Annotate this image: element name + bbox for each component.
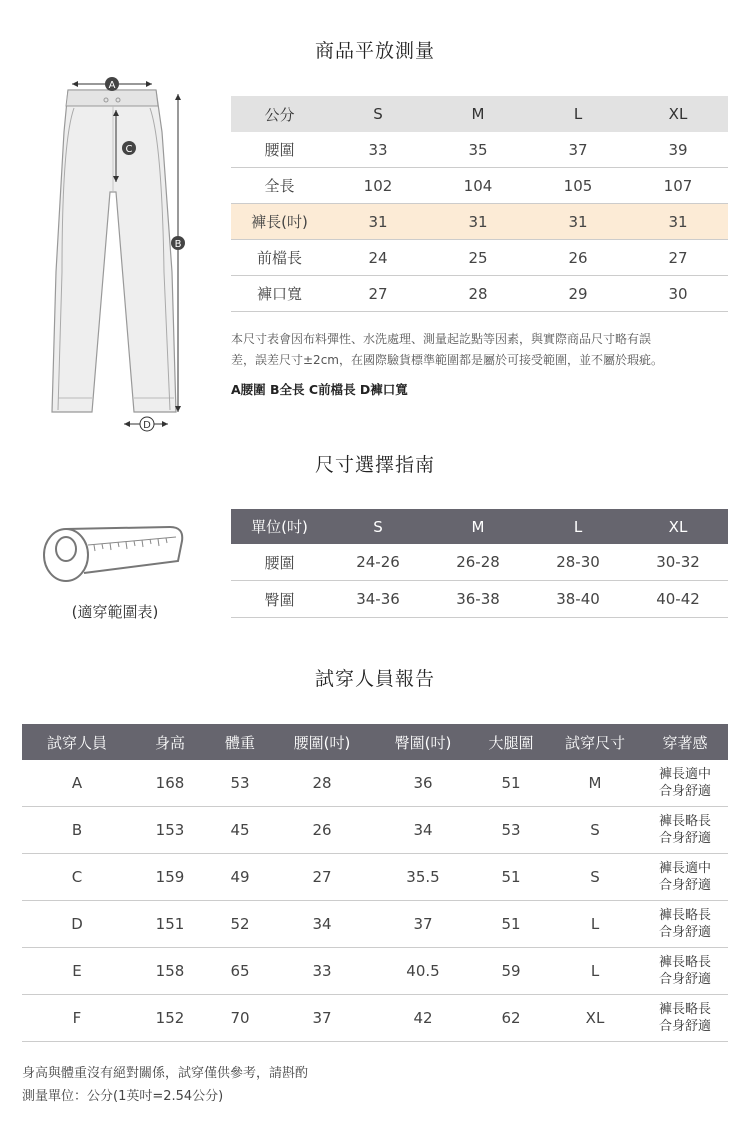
table-cell: 53 <box>208 760 272 807</box>
table-cell: 27 <box>328 276 428 312</box>
table-cell: 34 <box>272 901 372 948</box>
measurement-title: 商品平放測量 <box>314 40 435 62</box>
size-note-line1: 本尺寸表會因布料彈性、水洗處理、測量起訖點等因素，與實際商品尺寸略有誤 <box>231 332 652 346</box>
table-cell: 26-28 <box>428 544 528 581</box>
header-cell: L <box>528 96 628 132</box>
table-cell: XL <box>548 995 642 1042</box>
table-cell: 105 <box>528 168 628 204</box>
table-cell: 65 <box>208 948 272 995</box>
table-cell: 33 <box>272 948 372 995</box>
table-cell: 158 <box>132 948 208 995</box>
table-cell: 31 <box>528 204 628 240</box>
table-cell: C <box>22 854 132 901</box>
table-cell: 159 <box>132 854 208 901</box>
feel-fit: 合身舒適 <box>658 878 711 893</box>
table-row <box>22 760 728 807</box>
feel-length: 褲長適中 <box>658 861 711 876</box>
table-cell: 26 <box>272 807 372 854</box>
table-cell: 24 <box>328 240 428 276</box>
table-cell: 52 <box>208 901 272 948</box>
table-cell: 39 <box>628 132 728 168</box>
table-cell: 51 <box>474 760 548 807</box>
table-cell: 49 <box>208 854 272 901</box>
table-cell: 42 <box>372 995 474 1042</box>
table-cell: 28-30 <box>528 544 628 581</box>
table-cell: 30 <box>628 276 728 312</box>
feel-cell <box>642 995 728 1042</box>
table-cell: 151 <box>132 901 208 948</box>
table-cell: 31 <box>628 204 728 240</box>
table-cell: 168 <box>132 760 208 807</box>
table-cell: 51 <box>474 854 548 901</box>
feel-length: 褲長略長 <box>658 814 711 829</box>
table-row <box>22 948 728 995</box>
table-row-highlighted <box>231 204 728 240</box>
table-cell: 31 <box>328 204 428 240</box>
table-cell: 152 <box>132 995 208 1042</box>
row-label: 全長 <box>231 168 328 204</box>
table-header-row <box>231 96 728 132</box>
row-label: 臀圍 <box>231 581 328 618</box>
label-c: C <box>125 144 133 155</box>
feel-length: 褲長略長 <box>658 908 711 923</box>
header-cell: M <box>428 96 528 132</box>
table-cell: 27 <box>272 854 372 901</box>
table-cell: 35 <box>428 132 528 168</box>
table-cell: 25 <box>428 240 528 276</box>
header-cell: 試穿人員 <box>22 724 132 760</box>
row-label: 腰圍 <box>231 544 328 581</box>
table-cell: 107 <box>628 168 728 204</box>
row-label: 腰圍 <box>231 132 328 168</box>
table-cell: 102 <box>328 168 428 204</box>
row-label: 褲長(吋) <box>231 204 328 240</box>
label-d: D <box>143 420 151 431</box>
table-cell: 59 <box>474 948 548 995</box>
table-row <box>231 276 728 312</box>
feel-fit: 合身舒適 <box>658 831 711 846</box>
header-cell: S <box>328 509 428 544</box>
row-label: 褲口寬 <box>231 276 328 312</box>
table-row <box>231 544 728 581</box>
table-cell: 27 <box>628 240 728 276</box>
try-on-report-table <box>22 724 728 1042</box>
table-cell: 51 <box>474 901 548 948</box>
header-cell: 單位(吋) <box>231 509 328 544</box>
measurement-table <box>231 96 728 312</box>
table-cell: F <box>22 995 132 1042</box>
guide-title: 尺寸選擇指南 <box>314 454 435 476</box>
table-cell: L <box>548 948 642 995</box>
header-cell: 臀圍(吋) <box>372 724 474 760</box>
table-cell: 38-40 <box>528 581 628 618</box>
table-cell: 104 <box>428 168 528 204</box>
table-row <box>22 807 728 854</box>
table-cell: S <box>548 807 642 854</box>
feel-fit: 合身舒適 <box>658 1019 711 1034</box>
table-cell: 62 <box>474 995 548 1042</box>
table-header-row <box>231 509 728 544</box>
table-cell: 70 <box>208 995 272 1042</box>
header-cell: 公分 <box>231 96 328 132</box>
table-cell: 31 <box>428 204 528 240</box>
feel-fit: 合身舒適 <box>658 784 711 799</box>
table-cell: B <box>22 807 132 854</box>
table-cell: 153 <box>132 807 208 854</box>
table-cell: 37 <box>528 132 628 168</box>
table-cell: 24-26 <box>328 544 428 581</box>
tape-measure-icon <box>38 515 188 595</box>
table-cell: 29 <box>528 276 628 312</box>
measurement-legend: A腰圍 B全長 C前檔長 D褲口寬 <box>231 382 408 397</box>
table-cell: 36-38 <box>428 581 528 618</box>
table-cell: E <box>22 948 132 995</box>
table-cell: 34 <box>372 807 474 854</box>
feel-fit: 合身舒適 <box>658 925 711 940</box>
feel-length: 褲長略長 <box>658 1002 711 1017</box>
label-b: B <box>174 239 182 250</box>
table-cell: 30-32 <box>628 544 728 581</box>
pants-diagram <box>40 72 200 432</box>
feel-length: 褲長略長 <box>658 955 711 970</box>
table-cell: 53 <box>474 807 548 854</box>
table-cell: 28 <box>272 760 372 807</box>
report-title: 試穿人員報告 <box>314 668 435 690</box>
header-cell: S <box>328 96 428 132</box>
feel-cell <box>642 948 728 995</box>
header-cell: 試穿尺寸 <box>548 724 642 760</box>
guide-caption: (適穿範圍表) <box>71 603 159 621</box>
row-label: 前檔長 <box>231 240 328 276</box>
table-cell: 35.5 <box>372 854 474 901</box>
header-cell: 大腿圍 <box>474 724 548 760</box>
table-row <box>231 168 728 204</box>
header-cell: XL <box>628 96 728 132</box>
table-cell: 37 <box>272 995 372 1042</box>
table-row <box>231 132 728 168</box>
table-cell: 34-36 <box>328 581 428 618</box>
table-row <box>231 240 728 276</box>
header-cell: 穿著感 <box>642 724 728 760</box>
header-cell: 體重 <box>208 724 272 760</box>
header-cell: XL <box>628 509 728 544</box>
table-cell: 45 <box>208 807 272 854</box>
table-cell: 26 <box>528 240 628 276</box>
feel-cell <box>642 807 728 854</box>
table-cell: D <box>22 901 132 948</box>
table-cell: 37 <box>372 901 474 948</box>
table-cell: S <box>548 854 642 901</box>
report-unit-note: 測量單位：公分(1英吋=2.54公分) <box>22 1089 224 1104</box>
table-cell: M <box>548 760 642 807</box>
header-cell: M <box>428 509 528 544</box>
table-row <box>22 901 728 948</box>
table-row <box>22 995 728 1042</box>
size-guide-table <box>231 509 728 618</box>
feel-cell <box>642 901 728 948</box>
feel-length: 褲長適中 <box>658 767 711 782</box>
header-cell: L <box>528 509 628 544</box>
table-cell: 36 <box>372 760 474 807</box>
size-note-line2: 差，誤差尺寸±2cm，在國際驗貨標準範圍都是屬於可接受範圍，並不屬於瑕疵。 <box>231 353 663 367</box>
table-header-row <box>22 724 728 760</box>
header-cell: 腰圍(吋) <box>272 724 372 760</box>
table-cell: A <box>22 760 132 807</box>
table-cell: 33 <box>328 132 428 168</box>
label-a: A <box>108 80 116 91</box>
table-row <box>231 581 728 618</box>
table-cell: 40.5 <box>372 948 474 995</box>
table-row <box>22 854 728 901</box>
feel-cell <box>642 854 728 901</box>
table-cell: 40-42 <box>628 581 728 618</box>
table-cell: L <box>548 901 642 948</box>
header-cell: 身高 <box>132 724 208 760</box>
feel-fit: 合身舒適 <box>658 972 711 987</box>
table-cell: 28 <box>428 276 528 312</box>
feel-cell <box>642 760 728 807</box>
report-footer-note: 身高與體重沒有絕對關係，試穿僅供參考，請斟酌 <box>22 1066 309 1081</box>
